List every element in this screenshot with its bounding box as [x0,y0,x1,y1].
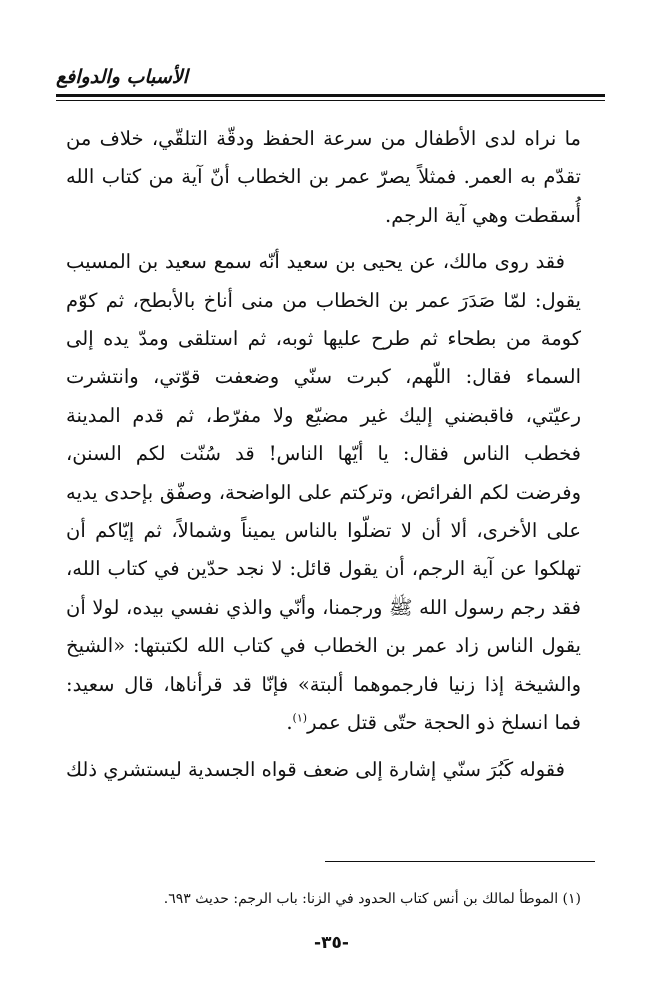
paragraph-1: ما نراه لدى الأطفال من سرعة الحفظ ودقّة التلقّي، خلاف من تقدّم به العمر. فمثلاً يصرّ عمر بن الخطاب أنّ آية من كتاب الله أُسقطت وهي آية الرجم. [66,127,581,227]
footnote: (١) الموطأ لمالك بن أنس كتاب الحدود في الزنا: باب الرجم: حديث ٦٩٣. [163,891,581,907]
header-rule-thin [56,100,605,101]
paragraph-3: فقوله كَبُرَ سنّي إشارة إلى ضعف قواه الجسدية ليستشري ذلك [65,757,565,781]
running-header-title: الأسباب والدوافع [56,66,188,88]
paragraph-2 [66,243,581,742]
footnote-reference: (١) [292,711,308,725]
body-text [66,120,581,789]
paragraph-2-text: فقد روى مالك، عن يحيى بن سعيد أنّه سمع سعيد بن المسيب يقول: لمّا صَدَرَ عمر بن الخطاب من منى أناخ بالأبطح، ثم كوّم كومة من بطحاء ثم طرح عليها ثوبه، ثم استلقى ومدّ يده إلى السماء فقال: اللّهم، كبرت سنّي وضعفت قوّتي، وانتشرت رعيّتي، فاقبضني إليك غير مضيّع ولا مفرّط، ثم قدم المدينة فخطب الناس فقال: يا أيّها الناس! قد سُنّت لكم السنن، وفرضت لكم الفرائض، وتركتم على الواضحة، وصفّق بإحدى يديه على الأخرى، ألا أن لا تضلّوا بالناس يميناً وشمالاً، ثم إيّاكم أن تهلكوا عن آية الرجم، أن يقول قائل: لا نجد حدّين في كتاب الله، فقد رجم رسول الله ﷺ ورجمنا، وأنّي والذي نفسي بيده، لولا أن يقول الناس زاد عمر بن الخطاب في كتاب الله لكتبتها: «الشيخ والشيخة إذا زنيا فارجموهما ألبتة» فإنّا قد قرأناها، قال سعيد: فما انسلخ ذو الحجة حتّى قتل عمر [66,250,581,735]
page-number: -٣٥- [314,933,349,953]
paragraph-2-end: . [286,711,293,735]
footnote-separator [325,861,595,862]
header-rule-thick [56,94,605,97]
